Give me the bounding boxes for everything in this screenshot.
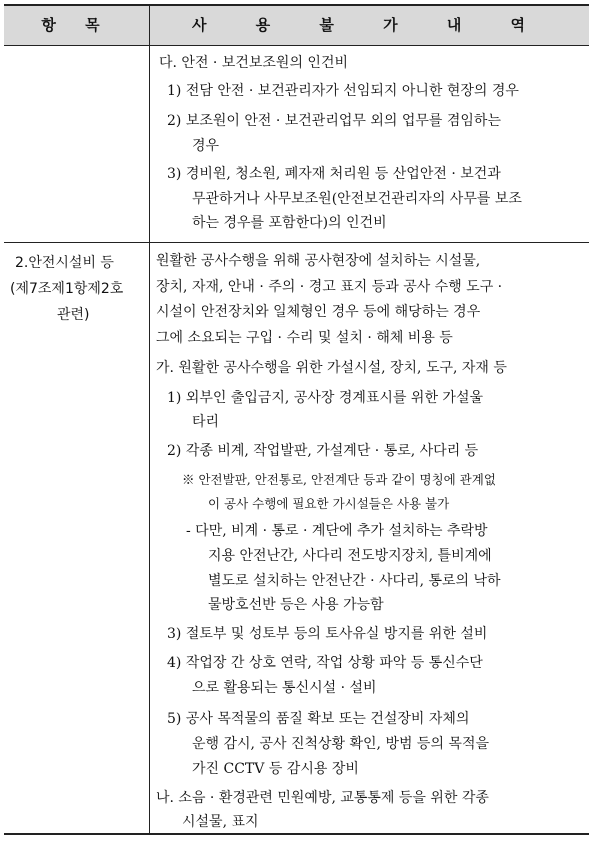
row1-item-3-cont1: 무관하거나 사무보조원(안전보건관리자의 사무를 보조 [192, 191, 522, 207]
item-label-line3: 관련) [57, 307, 90, 323]
row1-item-3: 3) 경비원, 청소원, 폐자재 처리원 등 산업안전 · 보건과 [167, 166, 501, 182]
row2-dash-line3: 별도로 설치하는 안전난간 · 사다리, 통로의 낙하 [208, 573, 501, 589]
row2-para-line1: 원활한 공사수행을 위해 공사현장에 설치하는 시설물, [156, 253, 481, 269]
row2-para-line4: 그에 소요되는 구입 · 수리 및 설치 · 해체 비용 등 [156, 330, 453, 346]
row2-heading-ga: 가. 원활한 공사수행을 위한 가설시설, 장치, 도구, 자재 등 [156, 360, 507, 376]
row2-para-line2: 장치, 자재, 안내 · 주의 · 경고 표지 등과 공사 수행 도구 · [156, 279, 503, 295]
row2-para-line3: 시설이 안전장치와 일체형인 경우 등에 해당하는 경우 [156, 304, 481, 320]
row2-item-1-cont: 타리 [192, 414, 220, 430]
header-item: 항 목 [41, 16, 112, 34]
row1-item-2: 2) 보조원이 안전 · 보건관리업무 외의 업무를 겸임하는 [167, 113, 501, 129]
row2-item-3: 3) 절토부 및 성토부 등의 토사유실 방지를 위한 설비 [167, 626, 488, 642]
row2-item-2: 2) 각종 비계, 작업발판, 가설계단 · 통로, 사다리 등 [167, 443, 479, 459]
row2-item-4-cont: 으로 활용되는 통신시설 · 설비 [192, 680, 377, 696]
row2-item-1: 1) 외부인 출입금지, 공사장 경계표시를 위한 가설울 [167, 390, 483, 406]
row2-dash-line1: - 다만, 비계 · 통로 · 계단에 추가 설치하는 추락방 [186, 523, 488, 539]
row-divider [4, 242, 589, 243]
row1-item-3-cont2: 하는 경우를 포함한다)의 인건비 [192, 215, 387, 231]
item-label-line2: (제7조제1항제2호 [10, 281, 124, 297]
row2-note-line1: ※ 안전발판, 안전통로, 안전계단 등과 같이 명칭에 관계없 [182, 472, 496, 487]
row2-heading-na-cont: 시설물, 표지 [182, 814, 259, 830]
header-usage-exclusion: 사 용 불 가 내 역 [191, 16, 548, 34]
row1-item-1: 1) 전담 안전 · 보건관리자가 선임되지 아니한 현장의 경우 [167, 83, 519, 99]
row2-item-5-cont2: 가진 CCTV 등 감시용 장비 [192, 761, 359, 777]
table-header [4, 6, 589, 46]
row2-item-5-cont1: 운행 감시, 공사 진척상황 확인, 방범 등의 목적을 [192, 736, 490, 752]
item-label-line1: 2.안전시설비 등 [15, 255, 114, 271]
row2-heading-na: 나. 소음 · 환경관련 민원예방, 교통통제 등을 위한 각종 [156, 790, 489, 806]
row1-item-2-cont: 경우 [192, 138, 220, 154]
row2-item-5: 5) 공사 목적물의 품질 확보 또는 건설장비 자체의 [167, 711, 470, 727]
usage-exclusion-table [4, 4, 589, 835]
row1-heading: 다. 안전 · 보건보조원의 인건비 [159, 55, 348, 71]
row2-item-4: 4) 작업장 간 상호 연락, 작업 상황 파악 등 통신수단 [167, 655, 483, 671]
row2-note-line2: 이 공사 수행에 필요한 가시설들은 사용 불가 [208, 496, 450, 511]
row2-dash-line4: 물방호선반 등은 사용 가능함 [208, 597, 384, 613]
row2-dash-line2: 지용 안전난간, 사다리 전도방지장치, 틀비계에 [208, 548, 492, 564]
column-divider [149, 6, 150, 833]
